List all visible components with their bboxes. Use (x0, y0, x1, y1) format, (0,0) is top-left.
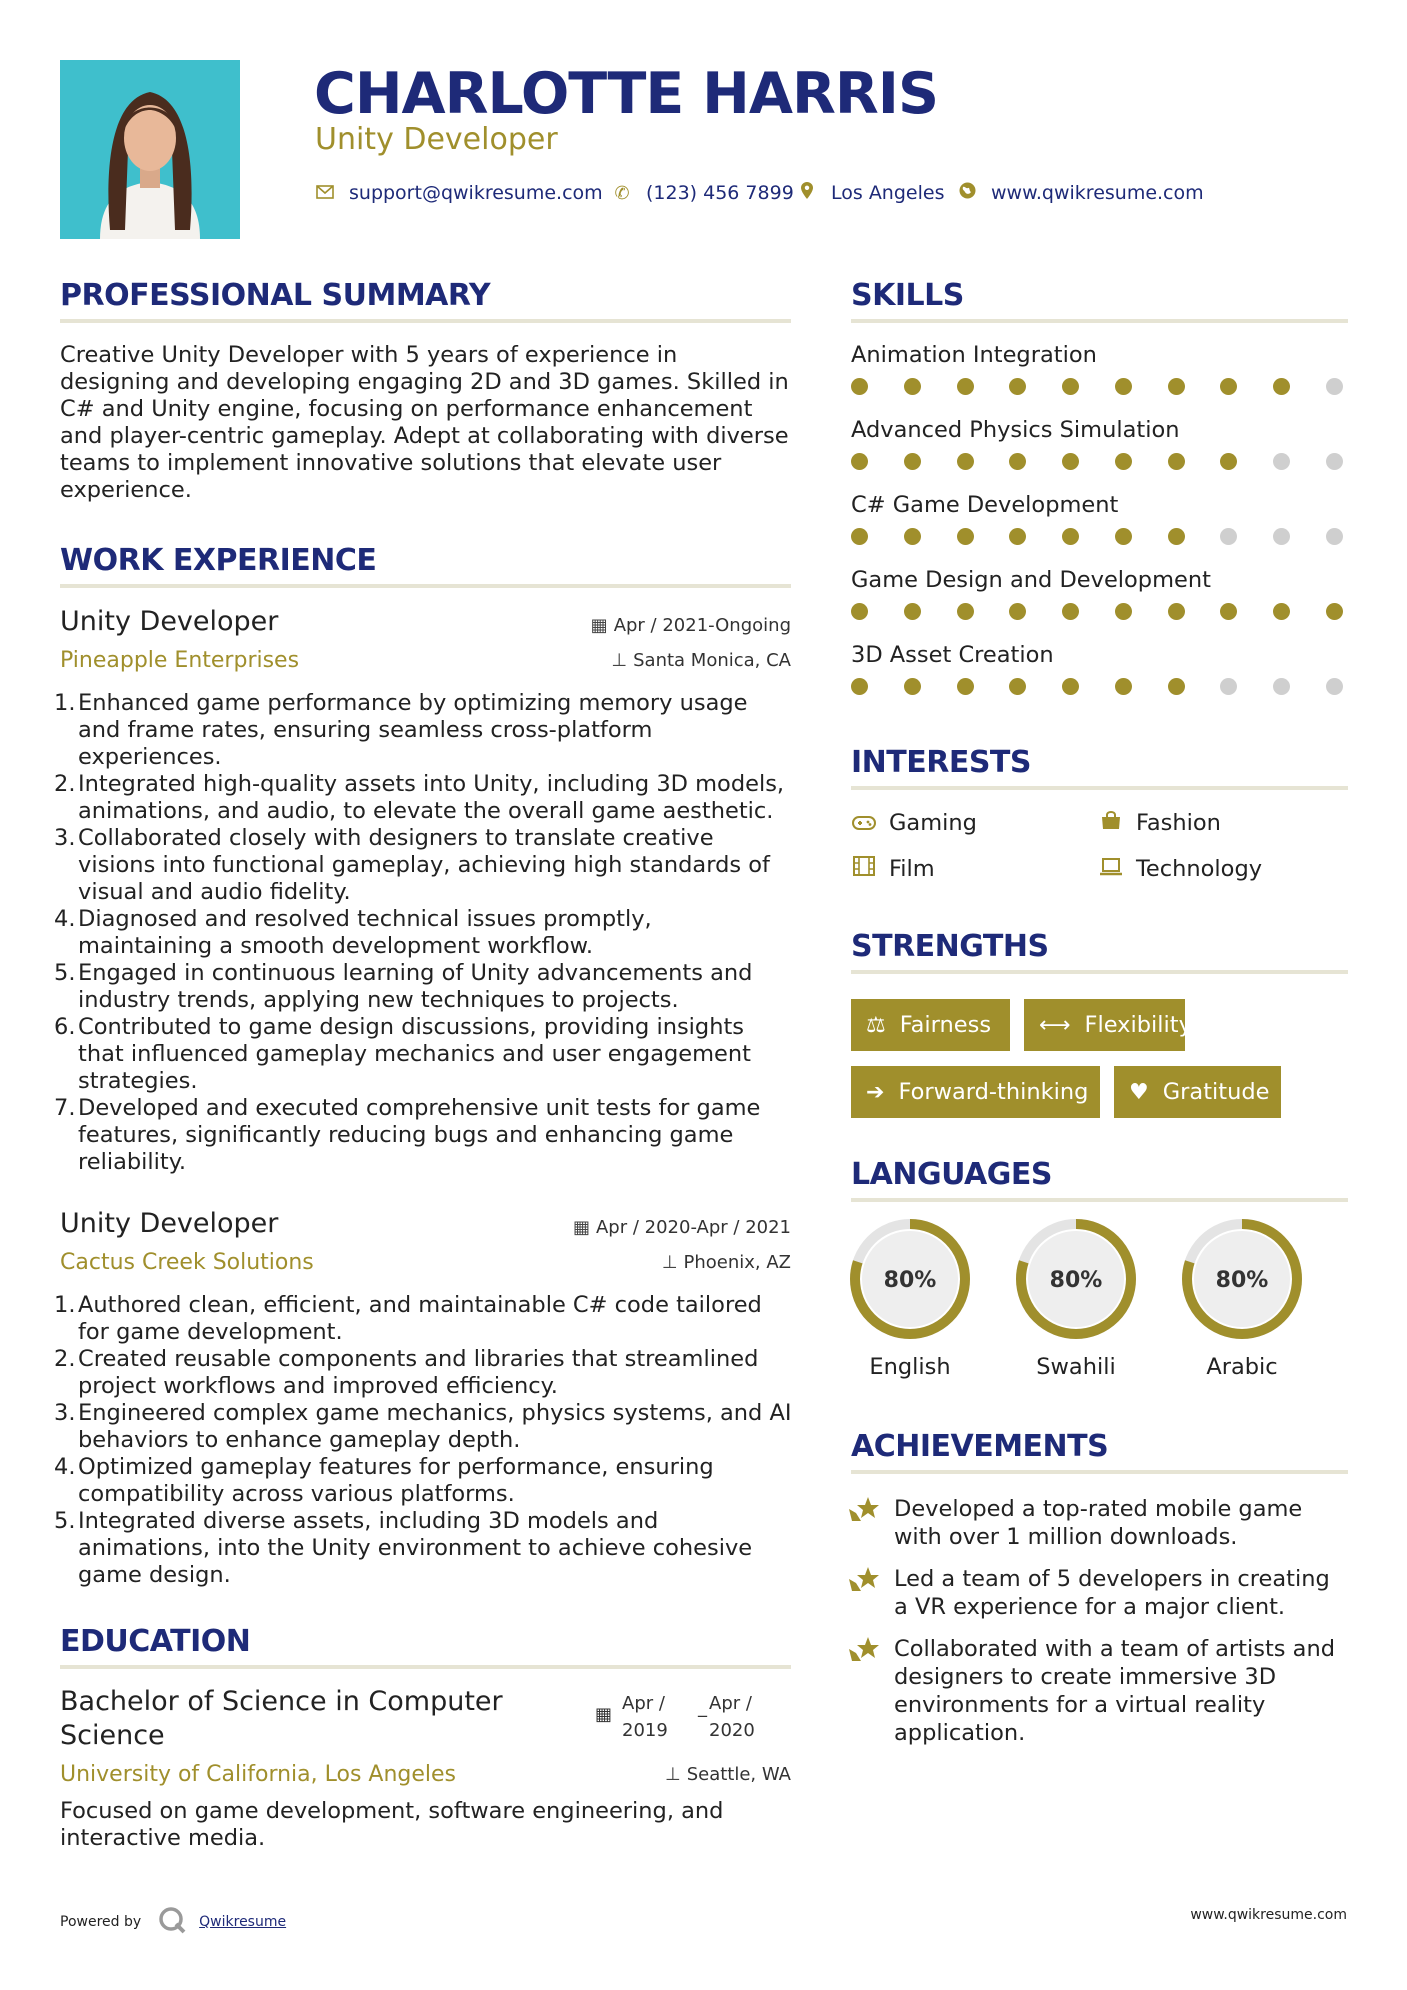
education-divider (60, 1665, 791, 1669)
contact-website[interactable] (957, 178, 1204, 208)
contact-phone[interactable] (612, 178, 794, 208)
school-name: University of California, Los Angeles (60, 1762, 457, 1787)
job-location (662, 1251, 791, 1275)
star-hand-icon (848, 1565, 882, 1621)
phone-text: (123) 456 7899 (646, 182, 794, 204)
list-item: 5. Integrated diverse assets, including 3D models and animations, into the Unity environment to achieve cohesive game design. (54, 1508, 753, 1588)
rating-dot-filled (1220, 378, 1237, 395)
rating-dot-filled (1115, 378, 1132, 395)
rating-dot-filled (1115, 453, 1132, 470)
strength-tag: ♥ Gratitude (1114, 1066, 1281, 1118)
strength-tag: ⚖ Fairness (851, 999, 1010, 1051)
job-location-text: Santa Monica, CA (633, 650, 791, 671)
calendar-icon: ▦ (572, 1217, 590, 1238)
rating-dot-filled (1115, 528, 1132, 545)
job-location (611, 649, 791, 673)
skill-name: Animation Integration (851, 342, 1097, 368)
rating-dot-filled (1062, 603, 1079, 620)
contact-email[interactable] (315, 178, 603, 208)
list-item: 5. Engaged in continuous learning of Unity advancements and industry trends, applying new techniques to projects. (54, 960, 753, 1013)
job-location-text: Phoenix, AZ (683, 1252, 791, 1273)
arrow-right-icon: ➔ (866, 1079, 885, 1105)
rating-dot-empty (1220, 528, 1237, 545)
balance-scale-icon: ⚖ (866, 1012, 886, 1038)
rating-dot-filled (957, 528, 974, 545)
website-text: www.qwikresume.com (991, 182, 1204, 204)
achievements-heading: ACHIEVEMENTS (851, 1429, 1109, 1464)
rating-dot-filled (957, 678, 974, 695)
rating-dot-filled (957, 378, 974, 395)
rating-dot-filled (1062, 453, 1079, 470)
rating-dot-filled (904, 378, 921, 395)
rating-dot-filled (957, 603, 974, 620)
rating-dot-filled (1062, 528, 1079, 545)
rating-dot-filled (1220, 603, 1237, 620)
skills-divider (851, 319, 1348, 323)
rating-dot-filled (904, 678, 921, 695)
rating-dot-filled (1168, 378, 1185, 395)
summary-divider (60, 319, 791, 323)
list-item: 2. Integrated high-quality assets into Unity, including 3D models, animations, and audio, to elevate the overall game aesthetic. (54, 771, 785, 824)
job-title: Unity Developer (60, 1208, 279, 1239)
degree-title: Bachelor of Science in Computer Science (60, 1686, 503, 1751)
education-location-text: Seattle, WA (686, 1764, 791, 1785)
rating-dot-filled (1168, 678, 1185, 695)
job-company: Cactus Creek Solutions (60, 1250, 314, 1275)
list-item: 3. Engineered complex game mechanics, physics systems, and AI behaviors to enhance gameplay depth. (54, 1400, 792, 1453)
pin-icon: ⊥ (611, 650, 628, 671)
achievement-item: Collaborated with a team of artists and designers to create immersive 3D environments for a virtual reality application. (848, 1635, 1339, 1747)
rating-dot-filled (1220, 453, 1237, 470)
summary-heading: PROFESSIONAL SUMMARY (60, 278, 491, 313)
rating-dot-filled (904, 528, 921, 545)
job-dates-text: Apr / 2020-Apr / 2021 (595, 1217, 791, 1238)
list-item: 7. Developed and executed comprehensive unit tests for game features, significantly reducing bugs and enhancing game reliability. (54, 1095, 761, 1175)
language-item (1172, 1218, 1312, 1382)
rating-dot-filled (1168, 603, 1185, 620)
rating-dot-empty (1273, 678, 1290, 695)
phone-icon: ✆ (614, 182, 630, 204)
contact-location (797, 178, 944, 208)
strength-tag: ⟷ Flexibility (1024, 999, 1185, 1051)
star-hand-icon (848, 1635, 882, 1747)
envelope-icon (315, 183, 335, 204)
list-item: 6. Contributed to game design discussions, providing insights that influenced gameplay mechanics and user engagement strategies. (54, 1014, 751, 1094)
gamepad-icon (851, 808, 877, 838)
rating-dot-filled (904, 603, 921, 620)
strengths-divider (851, 970, 1348, 974)
rating-dot-empty (1273, 453, 1290, 470)
film-icon (851, 854, 877, 884)
arrows-horizontal-icon: ⟷ (1039, 1012, 1071, 1038)
end-year: 2020 (709, 1720, 755, 1741)
education-location (665, 1763, 791, 1787)
rating-dot-filled (1273, 603, 1290, 620)
skill-item (851, 640, 1351, 715)
experience-heading: WORK EXPERIENCE (60, 543, 377, 578)
rating-dot-filled (1168, 528, 1185, 545)
email-text: support@qwikresume.com (349, 182, 603, 204)
skill-name: 3D Asset Creation (851, 642, 1054, 668)
rating-dot-filled (851, 678, 868, 695)
calendar-icon: ▦ (595, 1704, 613, 1725)
start-month: Apr / (622, 1693, 665, 1714)
rating-dot-empty (1326, 453, 1343, 470)
job-bullets (54, 1292, 795, 1589)
job-dates (573, 1216, 791, 1240)
end-month: Apr / (709, 1693, 752, 1714)
languages-list (840, 1218, 1360, 1388)
interest-item: Fashion (1098, 808, 1221, 838)
list-item: 1. Enhanced game performance by optimizing memory usage and frame rates, ensuring seamless cross-platform experiences. (54, 690, 748, 770)
rating-dot-filled (1062, 678, 1079, 695)
rating-dot-filled (851, 378, 868, 395)
strengths-heading: STRENGTHS (851, 929, 1049, 964)
strength-tag: ➔ Forward-thinking (851, 1066, 1100, 1118)
skill-item (851, 565, 1351, 640)
qwikresume-logo-icon (157, 1905, 187, 1939)
list-item: 2. Created reusable components and libraries that streamlined project workflows and improved efficiency. (54, 1346, 759, 1399)
rating-dot-filled (904, 453, 921, 470)
rating-dot-filled (1009, 378, 1026, 395)
shopping-bag-icon (1098, 808, 1124, 838)
education-description: Focused on game development, software engineering, and interactive media. (60, 1798, 724, 1851)
start-year: 2019 (622, 1720, 668, 1741)
language-ring (1181, 1218, 1303, 1340)
rating-dot-empty (1326, 528, 1343, 545)
skill-item (851, 340, 1351, 415)
job-company: Pineapple Enterprises (60, 648, 300, 673)
date-separator: _ (698, 1697, 707, 1718)
education-heading: EDUCATION (60, 1624, 251, 1659)
list-item: 4. Diagnosed and resolved technical issues promptly, maintaining a smooth development workflow. (54, 906, 652, 959)
candidate-role: Unity Developer (315, 122, 558, 157)
map-marker-icon (797, 182, 817, 204)
skills-list (851, 340, 1351, 715)
rating-dot-empty (1326, 378, 1343, 395)
achievement-item: Led a team of 5 developers in creating a VR experience for a major client. (848, 1565, 1339, 1621)
interest-item: Technology (1098, 854, 1262, 884)
rating-dot-filled (1326, 603, 1343, 620)
star-hand-icon (848, 1495, 882, 1551)
rating-dot-empty (1273, 528, 1290, 545)
language-percent: 80% (1049, 1268, 1103, 1293)
interests-divider (851, 786, 1348, 790)
education-dates (595, 1690, 795, 1746)
interests-heading: INTERESTS (851, 745, 1031, 780)
skills-heading: SKILLS (851, 278, 964, 313)
language-ring (849, 1218, 971, 1340)
profile-photo (60, 60, 240, 239)
language-name: Swahili (1036, 1354, 1116, 1380)
interest-item: Film (851, 854, 935, 884)
avatar (60, 60, 240, 239)
calendar-icon: ▦ (590, 615, 608, 636)
list-item: 1. Authored clean, efficient, and maintainable C# code tailored for game development. (54, 1292, 762, 1345)
skill-rating (851, 378, 1343, 395)
rating-dot-filled (1062, 378, 1079, 395)
rating-dot-filled (1168, 453, 1185, 470)
pin-icon: ⊥ (661, 1252, 678, 1273)
skill-rating (851, 678, 1343, 695)
heart-icon: ♥ (1129, 1079, 1149, 1105)
skill-name: C# Game Development (851, 492, 1119, 518)
rating-dot-filled (1115, 678, 1132, 695)
language-ring (1015, 1218, 1137, 1340)
languages-divider (851, 1198, 1348, 1202)
rating-dot-filled (851, 528, 868, 545)
language-percent: 80% (883, 1268, 937, 1293)
rating-dot-filled (851, 603, 868, 620)
job-title: Unity Developer (60, 606, 279, 637)
rating-dot-filled (851, 453, 868, 470)
rating-dot-filled (1009, 528, 1026, 545)
achievement-item: Developed a top-rated mobile game with over 1 million downloads. (848, 1495, 1339, 1551)
skill-rating (851, 603, 1343, 620)
job-dates (591, 614, 791, 638)
language-item (1006, 1218, 1146, 1382)
list-item: 3. Collaborated closely with designers to translate creative visions into functional gameplay, achieving high standards of visual and audio fidelity. (54, 825, 770, 905)
rating-dot-empty (1220, 678, 1237, 695)
footer-powered (60, 1905, 286, 1939)
rating-dot-filled (1009, 603, 1026, 620)
location-text: Los Angeles (831, 182, 945, 204)
rating-dot-filled (1009, 678, 1026, 695)
skill-item (851, 415, 1351, 490)
brand-link[interactable]: Qwikresume (199, 1914, 287, 1930)
achievements-divider (851, 1470, 1348, 1474)
interest-item: Gaming (851, 808, 977, 838)
powered-by-label: Powered by (60, 1914, 142, 1930)
summary-text: Creative Unity Developer with 5 years of experience in designing and developing engaging 2D and 3D games. Skilled in C# and Unity engine, focusing on performance enhancement and player-centric gameplay. Adept at collaborating with diverse teams to implement innovative solutions that elevate user experience. (60, 342, 789, 503)
skill-rating (851, 528, 1343, 545)
rating-dot-filled (1115, 603, 1132, 620)
job-bullets (54, 690, 791, 1176)
candidate-name: CHARLOTTE HARRIS (314, 61, 938, 127)
language-item (840, 1218, 980, 1382)
experience-divider (60, 584, 791, 588)
rating-dot-filled (1009, 453, 1026, 470)
language-name: Arabic (1206, 1354, 1278, 1380)
list-item: 4. Optimized gameplay features for performance, ensuring compatibility across various platforms. (54, 1454, 714, 1507)
laptop-icon (1098, 854, 1124, 884)
globe-icon (957, 182, 977, 204)
pin-icon: ⊥ (665, 1764, 681, 1785)
skill-name: Advanced Physics Simulation (851, 417, 1180, 443)
skill-name: Game Design and Development (851, 567, 1211, 593)
rating-dot-empty (1326, 678, 1343, 695)
rating-dot-filled (1273, 378, 1290, 395)
skill-rating (851, 453, 1343, 470)
language-percent: 80% (1215, 1268, 1269, 1293)
footer-url[interactable]: www.qwikresume.com (1190, 1907, 1347, 1923)
language-name: English (869, 1354, 951, 1380)
rating-dot-filled (957, 453, 974, 470)
languages-heading: LANGUAGES (851, 1157, 1052, 1192)
skill-item (851, 490, 1351, 565)
job-dates-text: Apr / 2021-Ongoing (613, 615, 791, 636)
